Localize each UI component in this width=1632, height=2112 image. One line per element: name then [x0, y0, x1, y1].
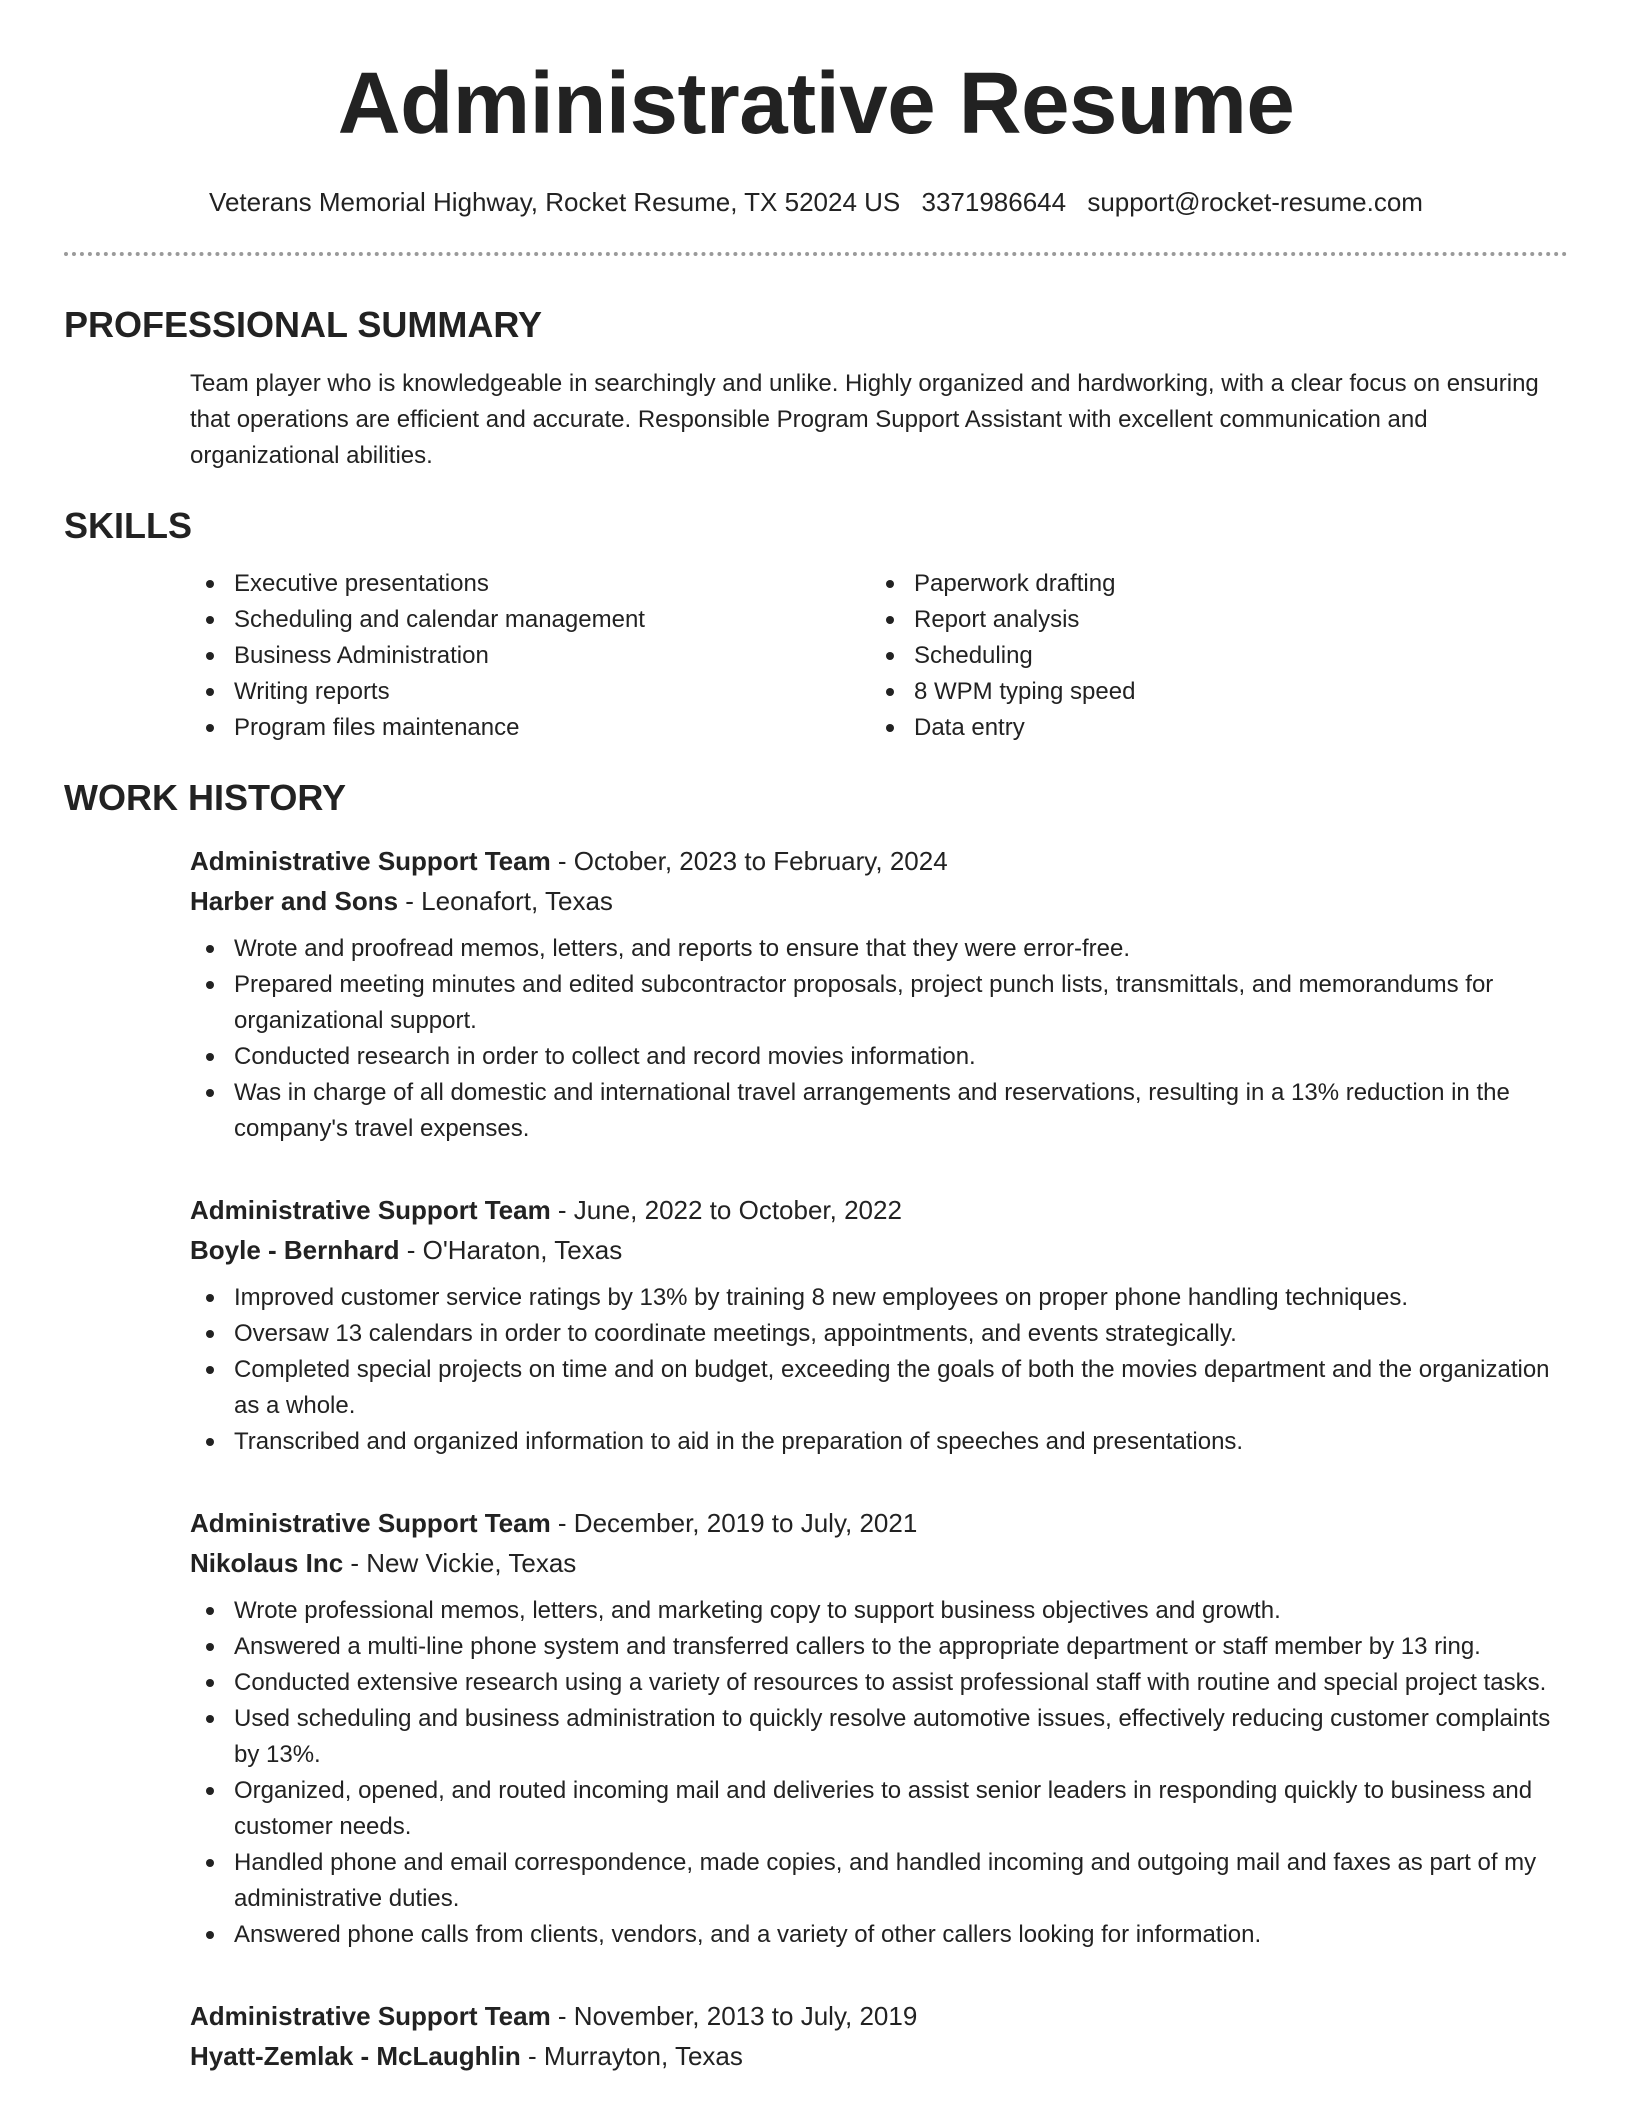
job-role: Administrative Support Team	[190, 2000, 551, 2031]
job-company-line	[190, 1230, 1568, 1270]
job-dates: - June, 2022 to October, 2022	[550, 1194, 902, 1225]
work-history-section	[64, 776, 1568, 2076]
job-dates: - November, 2013 to July, 2019	[550, 2000, 918, 2031]
job-bullet: Wrote professional memos, letters, and marketing copy to support business objectives and growth.	[190, 1593, 1568, 1629]
job-bullet: Conducted research in order to collect and record movies information.	[190, 1039, 1568, 1075]
skill-item: Report analysis	[870, 602, 1550, 638]
job-bullet: Answered a multi-line phone system and transferred callers to the appropriate department or staff member by 13 ring.	[190, 1629, 1568, 1665]
job-bullet: Was in charge of all domestic and international travel arrangements and reservations, resulting in a 13% reduction in the company's travel expenses.	[190, 1075, 1568, 1147]
phone-text: 3371986644	[921, 187, 1067, 217]
skill-item: Writing reports	[190, 674, 870, 710]
work-history-heading: WORK HISTORY	[64, 776, 347, 818]
resume-title: Administrative Resume	[337, 55, 1295, 152]
job-title-line	[190, 1190, 1568, 1230]
job-dates: - December, 2019 to July, 2021	[550, 1507, 918, 1538]
job-bullet: Improved customer service ratings by 13% by training 8 new employees on proper phone handling techniques.	[190, 1280, 1568, 1316]
job-bullet: Completed special projects on time and on budget, exceeding the goals of both the movies department and the organization as a whole.	[190, 1352, 1568, 1424]
header-divider	[64, 252, 1568, 256]
job-bullet: Used scheduling and business administration to quickly resolve automotive issues, effectively reducing customer complaints by 13%.	[190, 1701, 1568, 1773]
job-company-line	[190, 2036, 1568, 2076]
job-entry	[190, 1190, 1568, 1460]
job-entry	[190, 1996, 1568, 2076]
job-bullet: Oversaw 13 calendars in order to coordinate meetings, appointments, and events strategically.	[190, 1316, 1568, 1352]
job-company: Harber and Sons	[190, 885, 399, 916]
skill-item: Scheduling	[870, 638, 1550, 674]
skill-item: Executive presentations	[190, 566, 870, 602]
job-bullet: Conducted extensive research using a variety of resources to assist professional staff with routine and special project tasks.	[190, 1665, 1568, 1701]
job-bullet: Wrote and proofread memos, letters, and reports to ensure that they were error-free.	[190, 931, 1568, 967]
job-role: Administrative Support Team	[190, 845, 551, 876]
job-company: Boyle - Bernhard	[190, 1234, 400, 1265]
summary-section	[64, 303, 1568, 474]
summary-text: Team player who is knowledgeable in searchingly and unlike. Highly organized and hardworking, with a clear focus on ensuring that operations are efficient and accurate. Responsible Program Support Assistant with excellent communication and organizational abilities.	[190, 370, 1539, 470]
job-title-line	[190, 841, 1568, 881]
job-company: Nikolaus Inc	[190, 1547, 344, 1578]
job-dates: - October, 2023 to February, 2024	[550, 845, 948, 876]
skill-item: Business Administration	[190, 638, 870, 674]
job-bullet: Prepared meeting minutes and edited subcontractor proposals, project punch lists, transmittals, and memorandums for organizational support.	[190, 967, 1568, 1039]
skill-item: 8 WPM typing speed	[870, 674, 1550, 710]
job-role: Administrative Support Team	[190, 1194, 551, 1225]
job-bullet: Handled phone and email correspondence, made copies, and handled incoming and outgoing mail and faxes as part of my administrative duties.	[190, 1845, 1568, 1917]
job-bullet: Organized, opened, and routed incoming mail and deliveries to assist senior leaders in responding quickly to business and customer needs.	[190, 1773, 1568, 1845]
address-text: Veterans Memorial Highway, Rocket Resume, TX 52024 US	[209, 187, 901, 217]
skills-column-left	[190, 566, 870, 746]
job-title-line	[190, 1996, 1568, 2036]
skills-column-right	[870, 566, 1550, 746]
job-company-line	[190, 881, 1568, 921]
job-location: - O'Haraton, Texas	[399, 1234, 623, 1265]
contact-line	[0, 187, 1632, 218]
job-title-line	[190, 1503, 1568, 1543]
job-bullet: Answered phone calls from clients, vendors, and a variety of other callers looking for information.	[190, 1917, 1568, 1953]
email-text: support@rocket-resume.com	[1087, 187, 1423, 217]
job-bullet: Transcribed and organized information to aid in the preparation of speeches and presentations.	[190, 1424, 1568, 1460]
skills-heading: SKILLS	[64, 505, 193, 547]
job-location: - New Vickie, Texas	[343, 1547, 577, 1578]
job-location: - Leonafort, Texas	[398, 885, 613, 916]
summary-heading: PROFESSIONAL SUMMARY	[64, 304, 543, 346]
job-location: - Murrayton, Texas	[520, 2040, 743, 2071]
skill-item: Paperwork drafting	[870, 566, 1550, 602]
skill-item: Program files maintenance	[190, 710, 870, 746]
skill-item: Data entry	[870, 710, 1550, 746]
job-role: Administrative Support Team	[190, 1507, 551, 1538]
job-company: Hyatt-Zemlak - McLaughlin	[190, 2040, 521, 2071]
job-entry	[190, 1503, 1568, 1953]
skills-section	[64, 504, 1568, 745]
job-entry	[190, 841, 1568, 1147]
skill-item: Scheduling and calendar management	[190, 602, 870, 638]
job-company-line	[190, 1543, 1568, 1583]
